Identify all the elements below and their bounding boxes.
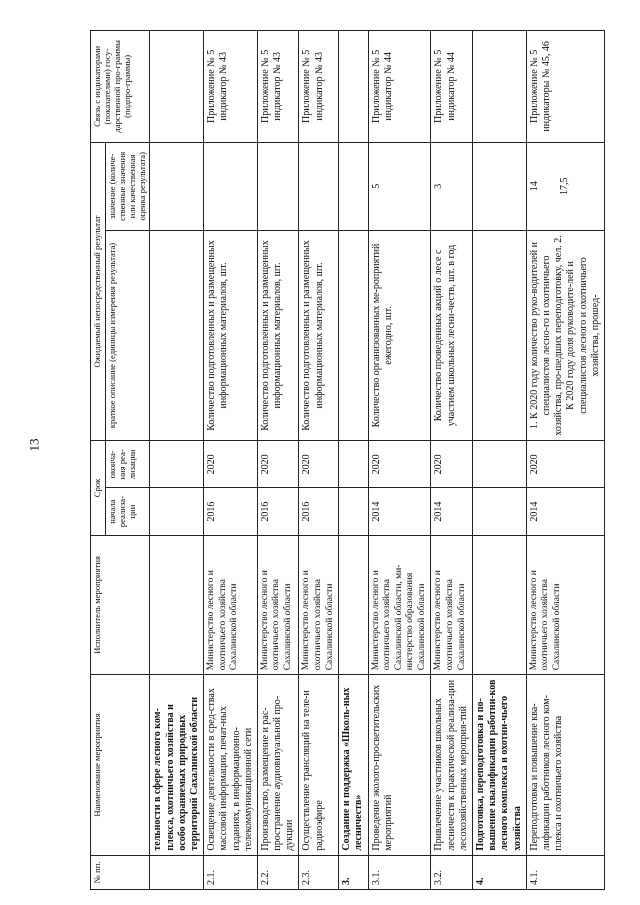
row-number-cell [526,855,604,889]
indicator-link: Приложение № 5 индикатор № 43 [206,49,230,123]
end-year-cell [473,441,527,488]
start-year: 2016 [206,501,218,522]
header-link: Связь с индикаторами (показателями) госу-дарственной про-граммы (подпро-граммы) [91,31,150,143]
activity-name-cell [473,675,527,855]
row-number: 4.1. [528,870,540,885]
activity-name-cell [526,675,604,855]
result-value: 14 [528,181,540,192]
header-result-value: значение (количе-ственные значения или качественная оценка результата) [105,142,150,230]
activity-name-cell [368,675,431,855]
result-description-cell [150,230,204,440]
row-number-cell [431,855,473,889]
executor-cell [257,535,299,675]
table-row [431,31,473,890]
executor-cell [299,535,339,675]
table-row [257,31,299,890]
result-value-cell [473,142,527,230]
indicator-link: Приложение № 5 индикаторы № 45, 46 [528,41,552,132]
indicator-link: Приложение № 5 индикатор № 44 [433,49,457,123]
end-year-cell [257,441,299,488]
end-year: 2020 [433,454,445,475]
row-number-cell [368,855,431,889]
activity-name-cell [339,675,368,855]
result-description-cell [431,230,473,440]
indicator-link-cell [473,31,527,143]
end-year-cell [150,441,204,488]
activity-name-cell [257,675,299,855]
start-year-cell [299,488,339,535]
result-value-cell [299,142,339,230]
table-row [339,31,368,890]
indicator-link: Приложение № 5 индикатор № 43 [259,49,284,123]
indicator-link-cell [526,31,604,143]
end-year: 2020 [301,454,313,475]
table-row [526,31,604,890]
result-value-cell [526,142,604,230]
row-number: 4. [475,877,486,885]
activity-name: Переподготовка и повышение ква-лификации работников лесного ком-плекса и охотничьего хозяйства [528,695,565,851]
row-number-cell [204,855,258,889]
result-description-cell [473,230,527,440]
indicator-link-cell [257,31,299,143]
indicator-link: Приложение № 5 индикатор № 43 [301,49,325,123]
activity-name-cell [150,675,204,855]
activity-name: тельности в сфере лесного ком-плекса, охотничьего хозяйства и особо охраняемых природных территорий Сахалинской области [152,696,200,851]
row-number: 3.1. [370,870,382,885]
result-description-cell [526,230,604,440]
result-description: Количество подготовленных и размещенных информационных материалов, шт. [206,240,230,431]
row-number: 2.2. [259,870,271,885]
start-year: 2016 [301,501,313,522]
row-number: 3. [341,877,353,885]
executor-cell [473,535,527,675]
row-number: 3.2. [433,870,445,885]
executor: Министерство лесного и охотничьего хозяйства Сахалинской области, ми-нистерство образования Сахалинской области [370,564,427,671]
header-start: начала реализа-ции [105,488,150,535]
table-row [473,31,527,890]
activity-name: Проведение эколого-просветительских мероприятий [370,684,394,851]
table-body [150,31,605,890]
table-row [150,31,204,890]
indicator-link: Приложение № 5 индикатор № 44 [370,49,394,123]
activity-name: Осуществление трансляций на теле-и радиоэфире [301,690,325,851]
header-end: оконча-ния реа-лизации [105,441,150,488]
result-description: Количество подготовленных и размещенных информационных материалов, шт. [301,240,325,431]
indicator-link-cell [299,31,339,143]
landscape-sheet [90,30,600,890]
start-year-cell [431,488,473,535]
result-description-cell [339,230,368,440]
result-description-cell [204,230,258,440]
start-year-cell [368,488,431,535]
result-value: 3 [433,183,445,189]
start-year: 2014 [433,501,445,522]
indicator-link-cell [339,31,368,143]
activity-name: Подготовка, переподготовка и по-вышение квалификации работни-ков лесного комплекса и охотни-чьего хозяйства [475,679,523,851]
indicator-link-cell [431,31,473,143]
result-value-cell [431,142,473,230]
executor-cell [150,535,204,675]
start-year: 2016 [259,501,271,522]
row-number: 2.1. [206,870,218,885]
end-year: 2020 [206,454,218,475]
start-year-cell [257,488,299,535]
activity-name: Производство, размещение и рас-пространение аудиовизуальной про-дукции [259,695,296,851]
end-year: 2020 [259,454,271,475]
table-header [91,31,150,890]
executor-cell [368,535,431,675]
start-year-cell [473,488,527,535]
indicator-link-cell [150,31,204,143]
result-value-cell [150,142,204,230]
result-value-secondary: 17,5 [558,177,570,196]
executor: Министерство лесного и охотничьего хозяйства Сахалинской области [206,570,240,671]
start-year-cell [204,488,258,535]
header-num: № пп. [91,855,150,889]
result-description-cell [257,230,299,440]
executor-cell [339,535,368,675]
result-description: Количество подготовленных и размещенных информационных материалов, шт. [259,240,284,431]
row-number: 2.3. [301,870,313,885]
header-executor: Исполнитель мероприятия [91,535,150,675]
activities-table [90,30,605,890]
activity-name: Привлечение участников школьных лесничеств к практической реализа-ции лесохозяйственных мероприя-тий [433,679,469,851]
activity-name-cell [431,675,473,855]
start-year-cell [526,488,604,535]
executor: Министерство лесного и охотничьего хозяйства Сахалинской области [528,570,562,671]
result-description: 1. К 2020 году количество руко-водителей и специалистов лесно-го и охотничьего хозяйства, про-шедших переподготовку, чел. 2. К 2020 году доля руководите-лей и специалистов лесного и охотничьего хозяйства, прошед- [528,235,601,436]
executor-cell [431,535,473,675]
start-year-cell [339,488,368,535]
result-description-cell [299,230,339,440]
header-result: Ожидаемый непосредственный результат [91,142,106,440]
table-row [204,31,258,890]
start-year-cell [150,488,204,535]
executor-cell [526,535,604,675]
result-value-cell [204,142,258,230]
result-value: 5 [370,183,382,189]
result-description-cell [368,230,431,440]
end-year-cell [339,441,368,488]
result-value-cell [368,142,431,230]
end-year-cell [431,441,473,488]
row-number-cell [473,855,527,889]
end-year: 2020 [370,454,382,475]
end-year: 2020 [528,454,540,475]
row-number-cell [299,855,339,889]
table-row [299,31,339,890]
result-description: Количество организованных ме-роприятий ежегодно, шт. [370,243,394,428]
indicator-link-cell [368,31,431,143]
end-year-cell [526,441,604,488]
activity-name: Создание и поддержка «Школь-ных лесничеств» [341,687,365,851]
start-year: 2014 [370,501,382,522]
result-description: Количество проведенных акций о лесе с участием школьных лесни-честв, шт. в год [433,244,457,427]
start-year: 2014 [528,501,540,522]
header-result-desc: краткое описание (единицы измерения результата) [105,230,150,440]
end-year-cell [368,441,431,488]
header-name: Наименование мероприятия [91,675,150,855]
row-number-cell [339,855,368,889]
activity-name-cell [204,675,258,855]
activity-name-cell [299,675,339,855]
row-number-cell [257,855,299,889]
result-value-cell [339,142,368,230]
end-year-cell [299,441,339,488]
table-row [368,31,431,890]
header-term: Срок [91,441,106,535]
end-year-cell [204,441,258,488]
executor: Министерство лесного и охотничьего хозяйства Сахалинской области [259,570,294,671]
page-number: 13 [26,438,42,452]
row-number-cell [150,855,204,889]
executor: Министерство лесного и охотничьего хозяйства Сахалинской области [433,570,467,671]
result-value-cell [257,142,299,230]
indicator-link-cell [204,31,258,143]
executor-cell [204,535,258,675]
executor: Министерство лесного и охотничьего хозяйства Сахалинской области [301,570,335,671]
activity-name: Освещение деятельности в сред-ствах массовой информации, печат-ных изданиях, в информационно-телекоммуникационной сети [206,688,254,851]
